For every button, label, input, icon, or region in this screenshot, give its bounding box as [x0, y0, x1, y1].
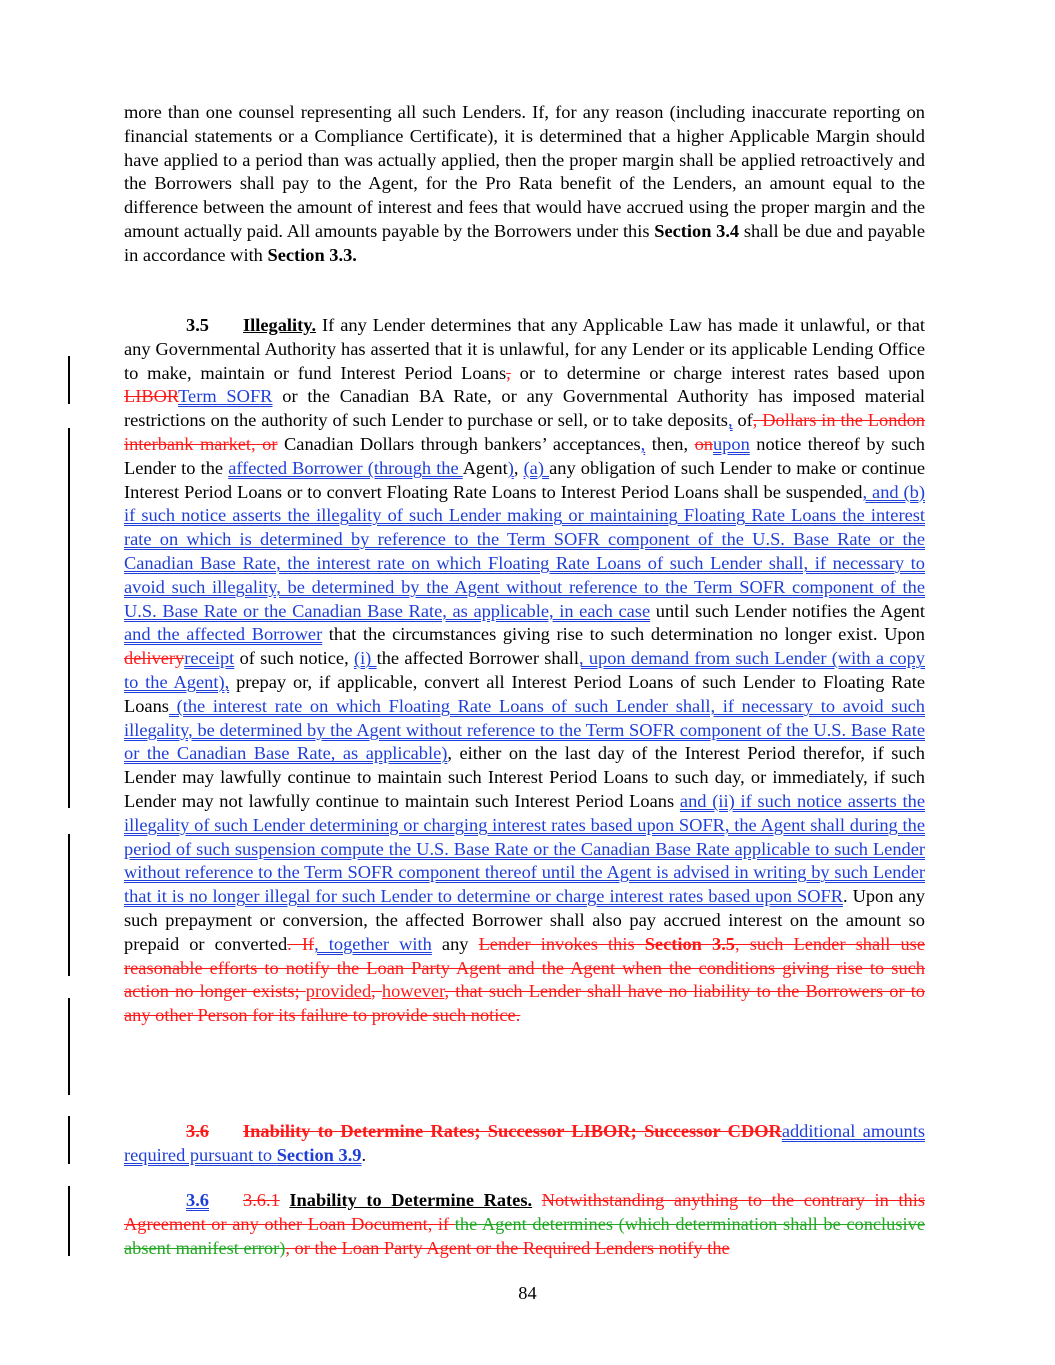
inserted-text: affected Borrower (through the	[228, 457, 463, 478]
paragraph-section-3-6-deleted-heading	[124, 1120, 925, 1168]
inserted-text: additional amounts required pursuant to	[124, 1121, 925, 1165]
deleted-text: 3.6	[186, 1121, 209, 1141]
text-run: prepay or, if applicable, convert all Interest Period Loans of such Lender to Floating Rate Loans	[124, 671, 926, 716]
section-heading: Illegality.	[243, 315, 317, 335]
inserted-text: (i)	[353, 648, 377, 669]
text-run: or the Canadian BA Rate, or any Governmental Authority has imposed material restrictions on the authority of such Lender to purchase or sell, or to take deposits	[124, 386, 925, 431]
paragraph-section-3-4-end	[124, 101, 925, 268]
text-run: shall be due and payable in accordance with	[124, 220, 925, 265]
change-bar	[68, 356, 70, 404]
text-run: until such Lender notifies the Agent	[650, 600, 925, 621]
bold-text: 3.5	[186, 315, 209, 335]
change-bar	[68, 1186, 70, 1256]
change-bar	[68, 428, 70, 808]
inserted-text: Section 3.9	[276, 1144, 362, 1165]
section-heading: Inability to Determine Rates.	[289, 1190, 533, 1210]
inserted-text: (the interest rate on which Floating Rate Loans of such Lender shall, if necessary to avoid such illegality, be determined by the Agent without reference to the Term SOFR component of the U.S. Base Rate or the Canadian Base Rate, as applicable)	[124, 695, 925, 764]
text-run: of	[732, 410, 753, 431]
inserted-text: (a)	[523, 457, 550, 478]
deleted-text: Inability to Determine Rates; Successor LIBOR; Successor CDOR	[243, 1121, 782, 1141]
change-bar	[68, 1116, 70, 1164]
text-run: . Upon any such prepayment or conversion, the affected Borrower shall also pay accrued interest on the amount so prepaid or converted	[124, 886, 926, 954]
text-run: ,	[513, 457, 524, 478]
text-run: Agent	[462, 457, 508, 478]
text-run	[532, 1190, 542, 1210]
change-bar	[68, 834, 70, 976]
deleted-text: , that such Lender shall have no liability to the Borrowers or to any other Person for its failure to provide such notice.	[124, 981, 925, 1026]
change-bar	[68, 998, 70, 1095]
deleted-text: , such Lender shall use reasonable efforts to notify the Loan Party Agent and the Agent when the conditions giving rise to such action no longer exists;	[124, 933, 925, 1002]
text-run: any	[431, 933, 479, 954]
text-run: the affected Borrower shall	[376, 648, 579, 669]
bold-text: Section 3.4	[654, 220, 740, 241]
deleted-text: 3.6.1	[243, 1190, 280, 1210]
text-run: any obligation of such Lender to make or continue Interest Period Loans or to convert Floating Rate Loans to Interest Period Loans shall be suspended	[124, 457, 925, 502]
inserted-text: and the affected Borrower	[124, 624, 323, 645]
inserted-text: )	[507, 457, 514, 478]
inserted-text: , and (b) if such notice asserts the illegality of such Lender making or maintaining Floating Rate Loans the interest rate on which is determined by reference to the Term SOFR component of the U.S. Base Rate or the Canadian Base Rate, the interest rate on which Floating Rate Loans of such Lender shall, if necessary to avoid such illegality, be determined by the Agent without reference to the Term SOFR component of the U.S. Base Rate or the Canadian Base Rate, as applicable, in each case	[124, 481, 925, 621]
deleted-text: however	[381, 981, 445, 1002]
deleted-text: on	[694, 433, 713, 454]
paragraph-section-3-5-illegality	[124, 314, 925, 1028]
deleted-text: Notwithstanding anything to the contrary in this Agreement or any other Loan Document, if	[124, 1190, 925, 1234]
deleted-text: provided	[305, 981, 372, 1002]
deleted-text: LIBOR	[124, 386, 179, 407]
text-run	[280, 1190, 290, 1210]
bold-text: Section 3.3.	[267, 244, 357, 265]
inserted-text: , upon demand from such Lender (with a copy to the Agent),	[124, 648, 926, 692]
inserted-text: upon	[712, 433, 750, 454]
deleted-text: delivery	[124, 648, 185, 669]
page-number: 84	[518, 1283, 537, 1303]
text-run: .	[361, 1144, 367, 1165]
inserted-text: receipt	[184, 648, 235, 669]
text-run: or to determine or charge interest rates based upon	[510, 362, 925, 383]
text-run: If any Lender determines that any Applicable Law has made it unlawful, or that any Governmental Authority has asserted that it is unlawful, for any Lender or its applicable Lending Office to make, maintain or fund Interest Period Loans	[124, 315, 925, 383]
deleted-text: , or the Loan Party Agent or the Required Lenders notify the	[285, 1237, 730, 1258]
inserted-text: ,	[727, 410, 733, 431]
text-run: more than one counsel representing all such Lenders. If, for any reason (including inaccurate reporting on financial statements or a Compliance Certificate), it is determined that a higher Applicable Margin should have applied to a period than was actually applied, then the proper margin shall be applied retroactively and the Borrowers shall pay to the Agent, for the Pro Rata benefit of the Lenders, an amount equal to the difference between the amount of interest and fees that would have accrued using the proper margin and the amount actually paid. All amounts payable by the Borrowers under this	[124, 102, 925, 241]
text-run: that the circumstances giving rise to such determination no longer exist. Upon	[322, 624, 925, 645]
text-run: then,	[645, 433, 695, 454]
text-run: Canadian Dollars through bankers’ acceptances	[277, 433, 641, 454]
deleted-text: ,	[506, 362, 511, 383]
text-run: of such notice,	[234, 648, 354, 669]
deleted-text: . If	[287, 933, 315, 954]
inserted-text: ,	[640, 433, 646, 454]
inserted-text: Term SOFR	[178, 386, 273, 407]
paragraph-section-3-6-inability	[124, 1189, 925, 1260]
deleted-text: Section 3.5	[644, 933, 735, 954]
text-run: , either on the last day of the Interest Period therefor, if such Lender may lawfully continue to maintain such Interest Period Loans to such day, or immediately, if such Lender may not lawfully continue to maintain such Interest Period Loans	[124, 743, 925, 811]
text-run: notice thereof by such Lender to the	[124, 433, 925, 478]
deleted-text: Lender invokes this	[478, 933, 645, 954]
deleted-text: , Dollars in the London interbank market, or	[124, 410, 925, 454]
deleted-text: ,	[371, 981, 382, 1002]
inserted-text: 3.6	[186, 1190, 209, 1210]
inserted-text: and (ii) if such notice asserts the illegality of such Lender determining or charging interest rates based upon SOFR, the Agent shall during the period of such suspension compute the U.S. Base Rate or the Canadian Base Rate applicable to such Lender without reference to the Term SOFR component thereof until the Agent is advised in writing by such Lender that it is no longer illegal for such Lender to determine or charge interest rates based upon SOFR	[124, 790, 925, 907]
inserted-text: , together with	[314, 933, 432, 954]
moved-text: the Agent determines (which determination shall be conclusive absent manifest error)	[124, 1213, 925, 1258]
